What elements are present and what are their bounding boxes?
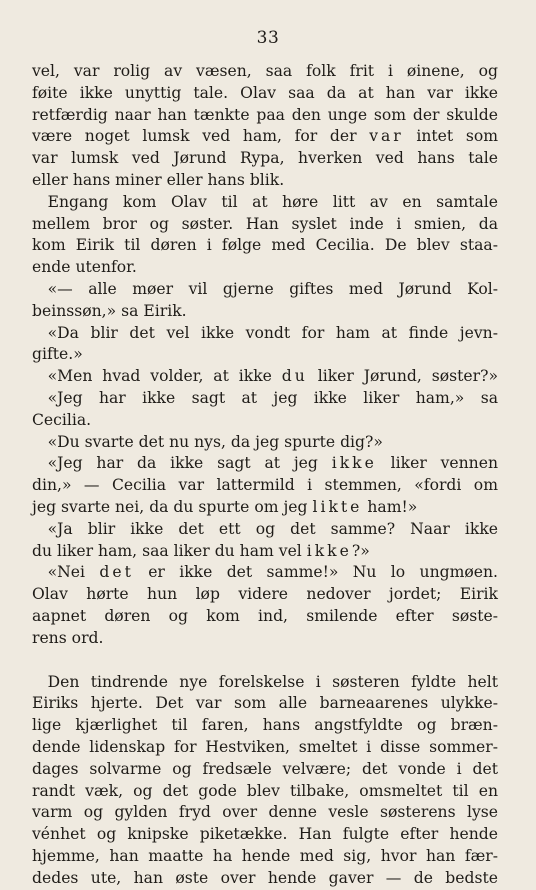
text-segment: Cecilia. xyxy=(32,410,92,429)
text-segment: Eiriks hjerte. Det var som alle barneaarenes ulykke- xyxy=(32,694,498,713)
emphasized-text: du xyxy=(281,367,308,386)
text-segment: kom Eirik til døren i følge med Cecilia. De blev staa- xyxy=(32,236,498,255)
text-segment: ?» xyxy=(351,541,370,560)
text-line xyxy=(32,192,498,214)
text-segment: «— alle møer vil gjerne giftes med Jørund Kol- xyxy=(32,280,498,298)
text-segment: eller hans miner eller hans blik. xyxy=(32,171,285,189)
text-line xyxy=(32,715,498,737)
text-line xyxy=(32,584,498,606)
text-segment: føite ikke unyttig tale. Olav saa da at han var ikke xyxy=(32,83,498,102)
text-segment: beinssøn,» sa Eirik. xyxy=(32,301,187,320)
text-line xyxy=(32,279,498,301)
text-segment: var lumsk ved Jørund Rypa, hverken ved hans tale xyxy=(32,149,498,168)
text-line xyxy=(32,475,498,497)
text-segment: rens ord. xyxy=(32,628,104,647)
text-segment: være noget lumsk ved ham, for der xyxy=(32,127,370,146)
text-segment: dende lidenskap for Hestviken, smeltet i disse sommer- xyxy=(32,738,498,756)
emphasized-text: var xyxy=(369,127,404,146)
text-line xyxy=(32,868,498,890)
text-line xyxy=(32,672,498,694)
text-line xyxy=(32,83,498,105)
text-segment: hjemme, han maatte ha hende med sig, hvor han fær- xyxy=(32,847,498,865)
text-line xyxy=(32,453,498,475)
text-segment: varm og gylden fryd over denne vesle søsterens lyse xyxy=(32,803,498,822)
text-line xyxy=(32,61,498,83)
text-segment: vénhet og knipske piketække. Han fulgte efter hende xyxy=(32,825,498,844)
text-segment: mellem bror og søster. Han syslet inde i smien, da xyxy=(32,214,498,233)
text-line xyxy=(32,846,498,868)
text-segment: «Du svarte det nu nys, da jeg spurte dig?» xyxy=(32,432,383,451)
text-line xyxy=(32,105,498,127)
text-line xyxy=(32,541,498,563)
text-line xyxy=(32,562,498,584)
emphasized-text: ikke xyxy=(331,454,377,473)
text-line xyxy=(32,323,498,345)
text-line xyxy=(32,170,498,192)
text-line xyxy=(32,366,498,388)
text-segment: Den tindrende nye forelskelse i søsteren fyldte helt xyxy=(32,672,498,691)
text-line xyxy=(32,410,498,432)
text-line xyxy=(32,628,498,650)
text-line xyxy=(32,235,498,257)
text-segment: vel, var rolig av væsen, saa folk frit i øinene, og xyxy=(32,62,498,80)
text-segment: gifte.» xyxy=(32,345,83,364)
text-line xyxy=(32,693,498,715)
page-number: 33 xyxy=(256,28,280,48)
text-segment: «Men hvad volder, at ikke xyxy=(32,367,282,386)
text-segment: Olav hørte hun løp videre nedover jordet; Eirik xyxy=(32,585,498,604)
text-line xyxy=(32,257,498,279)
emphasized-text: likte xyxy=(312,498,363,516)
text-segment: du liker ham, saa liker du ham vel xyxy=(32,541,307,560)
emphasized-text: ikke xyxy=(306,541,352,560)
text-line xyxy=(32,301,498,323)
text-segment: randt væk, og det gode blev tilbake, omsmeltet til en xyxy=(32,781,498,800)
text-segment: «Nei xyxy=(32,563,100,582)
text-line xyxy=(32,388,498,410)
text-segment: Engang kom Olav til at høre litt av en samtale xyxy=(32,192,498,211)
text-line xyxy=(32,126,498,148)
text-line xyxy=(32,519,498,541)
text-segment: jeg svarte nei, da du spurte om jeg xyxy=(32,498,313,516)
text-segment: lige kjærlighet til faren, hans angstfyldte og bræn- xyxy=(32,716,498,735)
text-line xyxy=(32,824,498,846)
emphasized-text: det xyxy=(99,563,134,582)
text-segment: din,» — Cecilia var lattermild i stemmen, «fordi om xyxy=(32,476,498,495)
text-segment: «Da blir det vel ikke vondt for ham at finde jevn- xyxy=(32,323,498,342)
text-segment: ham!» xyxy=(362,498,418,516)
text-line xyxy=(32,759,498,781)
text-line xyxy=(32,497,498,519)
text-segment: ende utenfor. xyxy=(32,258,137,277)
text-line xyxy=(32,606,498,628)
text-line xyxy=(32,432,498,454)
text-line xyxy=(32,344,498,366)
text-segment: liker Jørund, søster?» xyxy=(307,367,499,386)
text-segment: liker vennen xyxy=(376,454,498,473)
text-segment: dedes ute, han øste over hende gaver — de bedste xyxy=(32,868,498,887)
text-segment: «Jeg har da ikke sagt at jeg xyxy=(32,454,332,473)
text-segment: dages solvarme og fredsæle velvære; det vonde i det xyxy=(32,759,498,778)
text-line xyxy=(32,802,498,824)
text-segment: retfærdig naar han tænkte paa den unge som der skulde xyxy=(32,105,498,124)
text-line xyxy=(32,214,498,236)
text-line xyxy=(32,148,498,170)
text-segment: er ikke det samme!» Nu lo ungmøen. xyxy=(133,563,499,582)
text-line xyxy=(32,737,498,759)
text-segment: aapnet døren og kom ind, smilende efter søste- xyxy=(32,607,498,625)
text-segment: intet som xyxy=(403,127,498,146)
text-segment: «Jeg har ikke sagt at jeg ikke liker ham,» sa xyxy=(32,389,498,407)
text-segment: «Ja blir ikke det ett og det samme? Naar ikke xyxy=(32,519,498,538)
text-line xyxy=(32,781,498,803)
